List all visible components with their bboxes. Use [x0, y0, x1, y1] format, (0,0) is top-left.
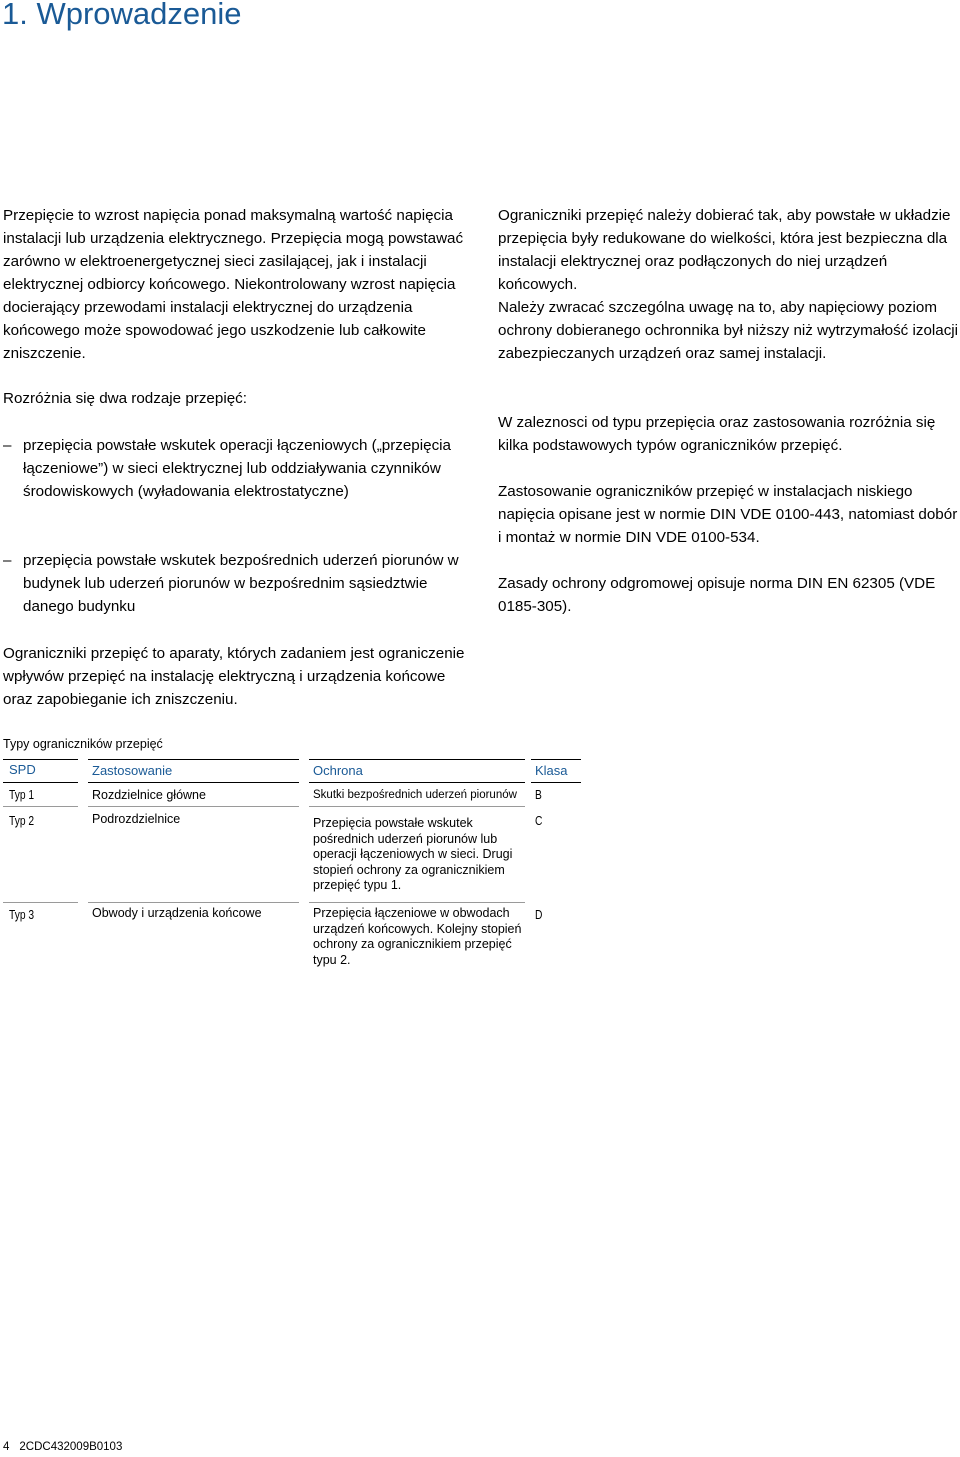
table-header-spd: SPD [9, 762, 36, 777]
row-class: B [535, 788, 542, 802]
list-item-text: przepięcia powstałe wskutek bezpośrednich uderzeń piorunów w budynek lub uderzeń piorunów w bezpośrednim sąsiedztwie danego budynku [23, 552, 459, 615]
dash-bullet: – [3, 552, 12, 569]
row-spd: Typ 3 [9, 908, 35, 922]
limiters-paragraph: Ograniczniki przepięć to aparaty, których zadaniem jest ograniczenie wpływów przepięć na instalację elektryczną i urządzenia końcowe oraz zapobieganie ich zniszczeniu. [3, 645, 465, 708]
types-intro-paragraph: Rozróżnia się dwa rodzaje przepięć: [3, 390, 247, 407]
table-header-class: Klasa [535, 763, 568, 778]
row-protection: Skutki bezpośrednich uderzeń piorunów [313, 789, 517, 801]
selection-paragraph: Ograniczniki przepięć należy dobierać tak, aby powstałe w układzie przepięcia były redukowane do wielkości, która jest bezpieczna dla instalacji elektrycznej oraz podłączonych do niej urządzeń końcowych. [498, 207, 951, 293]
row-spd: Typ 1 [9, 788, 35, 802]
document-code: 2CDC432009B0103 [19, 1441, 123, 1453]
intro-paragraph: Przepięcie to wzrost napięcia ponad maksymalną wartość napięcia instalacji lub urządzenia elektrycznego. Przepięcia mogą powstawać zarówno w elektroenergetycznej sieci zasilającej, jak i instalacji elektrycznej odbiorcy końcowego. Niekontrolowany wzrost napięcia docierający przewodami instalacji elektrycznej do urządzenia końcowego może spowodować jego uszkodzenie lub całkowite zniszczenie. [3, 207, 464, 362]
standards-paragraph: Zastosowanie ograniczników przepięć w instalacjach niskiego napięcia opisane jest w normie DIN VDE 0100-443, natomiast dobór i montaż w normie DIN VDE 0100-534. [498, 483, 958, 546]
section-heading: 1. Wprowadzenie [2, 0, 242, 31]
row-spd: Typ 2 [9, 814, 35, 828]
row-class: D [535, 908, 543, 922]
row-application: Rozdzielnice główne [92, 788, 206, 802]
row-application: Podrozdzielnice [92, 812, 181, 826]
row-class: C [535, 814, 543, 828]
list-item [3, 549, 481, 618]
row-protection: Przepięcia łączeniowe w obwodach urządzeń końcowych. Kolejny stopień ochrony za ogranicznikiem przepięć typu 2. [313, 906, 522, 967]
row-protection: Przepięcia powstałe wskutek pośrednich uderzeń piorunów lub operacji łączeniowych w sieci. Drugi stopień ochrony za ogranicznikiem przepięć typu 1. [313, 816, 513, 892]
page-number: 4 [3, 1441, 10, 1453]
types-paragraph: W zaleznosci od typu przepięcia oraz zastosowania rozróżnia się kilka podstawowych typów ograniczników przepięć. [498, 414, 936, 454]
list-item [3, 434, 481, 503]
table-header-application: Zastosowanie [92, 763, 173, 778]
page-footer [3, 1441, 122, 1453]
protection-level-paragraph: Należy zwracać szczególna uwagę na to, aby napięciowy poziom ochrony dobieranego ochronnika był niższy niż wytrzymałość izolacji zabezpieczanych urządzeń oraz samej instalacji. [498, 299, 959, 362]
row-application: Obwody i urządzenia końcowe [92, 906, 262, 920]
table-caption: Typy ograniczników przepięć [3, 737, 163, 751]
dash-bullet: – [3, 437, 12, 454]
table-header-protection: Ochrona [313, 763, 363, 778]
list-item-text: przepięcia powstałe wskutek operacji łączeniowych („przepięcia łączeniowe”) w sieci elektrycznej lub oddziaływania czynników środowiskowych (wyładowania elektrostatyczne) [23, 437, 451, 500]
lightning-standard-paragraph: Zasady ochrony odgromowej opisuje norma DIN EN 62305 (VDE 0185-305). [498, 575, 936, 615]
